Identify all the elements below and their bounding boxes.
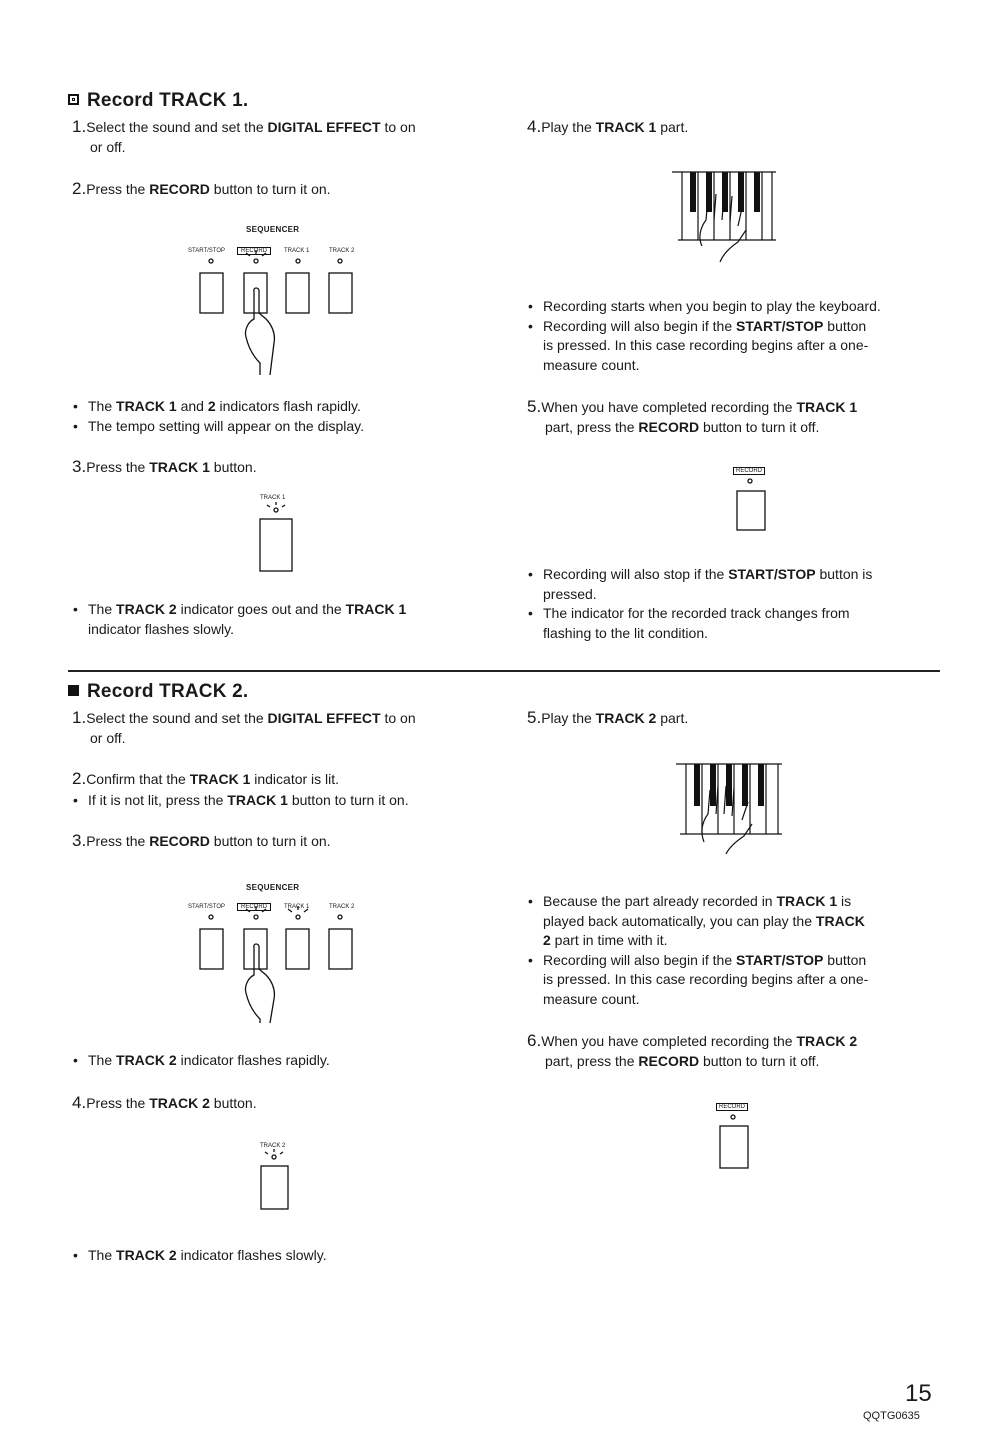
- flash-rays: [246, 250, 266, 256]
- track2-button: [261, 1166, 288, 1209]
- s1-step1: 1.Select the sound and set the DIGITAL EFFECT to on or off.: [72, 117, 416, 155]
- track2-led: [338, 259, 342, 263]
- record-led: [748, 479, 752, 483]
- list-item: • Recording will also begin if the START/STOP button is pressed. In this case recording begins after a one- measure count.: [525, 317, 940, 376]
- record-led: [731, 1115, 735, 1119]
- record-button: [244, 273, 267, 313]
- s1-step5: 5.When you have completed recording the TRACK 1 part, press the RECORD button to turn it off.: [527, 397, 858, 435]
- s1-step2: 2.Press the RECORD button to turn it on.: [72, 179, 331, 198]
- track2-led: [272, 1155, 276, 1159]
- track1-button: [260, 519, 292, 571]
- track2-label: TRACK 2: [329, 248, 355, 254]
- list-item: • The tempo setting will appear on the display.: [70, 417, 495, 437]
- sequencer-buttons-svg: [180, 883, 380, 1033]
- track1-label: TRACK 1: [260, 495, 286, 501]
- section2-heading: [68, 681, 248, 703]
- s2-step3: 3.Press the RECORD button to turn it on.: [72, 831, 331, 850]
- track1-led: [274, 508, 278, 512]
- s2-step1: 1.Select the sound and set the DIGITAL EFFECT to on or off.: [72, 708, 416, 746]
- list-item: • The TRACK 1 and 2 indicators flash rapidly.: [70, 397, 495, 417]
- record-label: RECORD: [733, 467, 765, 475]
- pointing-hand-icon: [245, 288, 274, 375]
- start-stop-button: [200, 929, 223, 969]
- start-stop-label: START/STOP: [188, 904, 226, 910]
- start-stop-led: [209, 259, 213, 263]
- list-item: • The TRACK 2 indicator flashes rapidly.: [70, 1051, 495, 1071]
- record-button: [244, 929, 267, 969]
- s2-step6: 6.When you have completed recording the TRACK 2 part, press the RECORD button to turn it off.: [527, 1031, 858, 1069]
- s1-bullets-d: [525, 565, 940, 643]
- track1-button-svg: [250, 495, 310, 580]
- s2-bullet-a: [70, 791, 495, 811]
- start-stop-led: [209, 915, 213, 919]
- track2-label: TRACK 2: [329, 904, 355, 910]
- sequencer-buttons-svg: [180, 225, 380, 375]
- track2-led: [338, 915, 342, 919]
- s1-record-off-diagram: [728, 467, 778, 537]
- s2-bullet-b: [70, 1051, 495, 1071]
- section-divider: [68, 670, 940, 672]
- document-code: QQTG0635: [863, 1410, 920, 1422]
- s2-keyboard-hand-illustration: [672, 760, 787, 855]
- start-stop-label: START/STOP: [188, 248, 226, 254]
- list-item: • The indicator for the recorded track changes from flashing to the lit condition.: [525, 604, 940, 643]
- s1-step3: 3.Press the TRACK 1 button.: [72, 457, 257, 476]
- track2-button-svg: [250, 1143, 310, 1218]
- start-stop-button: [200, 273, 223, 313]
- s1-bullets-a: [70, 397, 495, 436]
- track2-label: TRACK 2: [260, 1143, 286, 1149]
- s1-sequencer-diagram: [180, 225, 380, 375]
- track2-button: [329, 273, 352, 313]
- record-button-svg: [728, 467, 778, 537]
- track1-label: TRACK 1: [284, 904, 310, 910]
- track1-label: TRACK 1: [284, 248, 310, 254]
- sequencer-label: SEQUENCER: [246, 225, 300, 234]
- list-item: • Because the part already recorded in TRACK 1 is played back automatically, you can play the TRACK 2 part in time with it.: [525, 892, 940, 951]
- record-button: [737, 491, 765, 530]
- sequencer-label: SEQUENCER: [246, 883, 300, 892]
- track1-led: [296, 915, 300, 919]
- track1-button: [286, 929, 309, 969]
- list-item: • Recording will also stop if the START/STOP button is pressed.: [525, 565, 940, 604]
- s1-step4: 4.Play the TRACK 1 part.: [527, 117, 689, 136]
- list-item: • Recording starts when you begin to play the keyboard.: [525, 297, 940, 317]
- section1-title: Record TRACK 1.: [87, 90, 249, 111]
- s2-track2-diagram: [250, 1143, 310, 1218]
- section1-heading: [68, 90, 248, 112]
- record-label: RECORD: [237, 903, 271, 911]
- page-number: 15: [905, 1380, 932, 1407]
- record-button: [720, 1126, 748, 1168]
- s2-step2: 2.Confirm that the TRACK 1 indicator is lit.: [72, 769, 340, 788]
- s2-sequencer-diagram: [180, 883, 380, 1033]
- list-item: • If it is not lit, press the TRACK 1 button to turn it on.: [70, 791, 495, 811]
- list-item: • Recording will also begin if the START/STOP button is pressed. In this case recording begins after a one- measure count.: [525, 951, 940, 1010]
- list-item: • The TRACK 2 indicator flashes slowly.: [70, 1246, 495, 1266]
- record-label: RECORD: [237, 247, 271, 255]
- record-led: [254, 259, 258, 263]
- s1-bullets-c: [525, 297, 940, 375]
- track1-led: [296, 259, 300, 263]
- filled-square-icon: [68, 685, 79, 696]
- s2-record-off-diagram: [712, 1103, 762, 1173]
- record-button-svg: [712, 1103, 762, 1173]
- s1-bullet-b: [70, 600, 495, 639]
- s2-step5: 5.Play the TRACK 2 part.: [527, 708, 689, 727]
- track1-button: [286, 273, 309, 313]
- s2-step4: 4.Press the TRACK 2 button.: [72, 1093, 257, 1112]
- flash-rays: [246, 906, 308, 912]
- s1-keyboard-hand-illustration: [668, 168, 780, 263]
- record-label: RECORD: [716, 1103, 748, 1111]
- section2-title: Record TRACK 2.: [87, 681, 249, 702]
- s2-bullets-d: [525, 892, 940, 1009]
- track2-button: [329, 929, 352, 969]
- pointing-hand-icon: [245, 944, 274, 1023]
- list-item: • The TRACK 2 indicator goes out and the TRACK 1 indicator flashes slowly.: [70, 600, 495, 639]
- open-square-icon: [68, 94, 79, 105]
- s1-track1-diagram: [250, 495, 310, 580]
- record-led: [254, 915, 258, 919]
- s2-bullet-c: [70, 1246, 495, 1266]
